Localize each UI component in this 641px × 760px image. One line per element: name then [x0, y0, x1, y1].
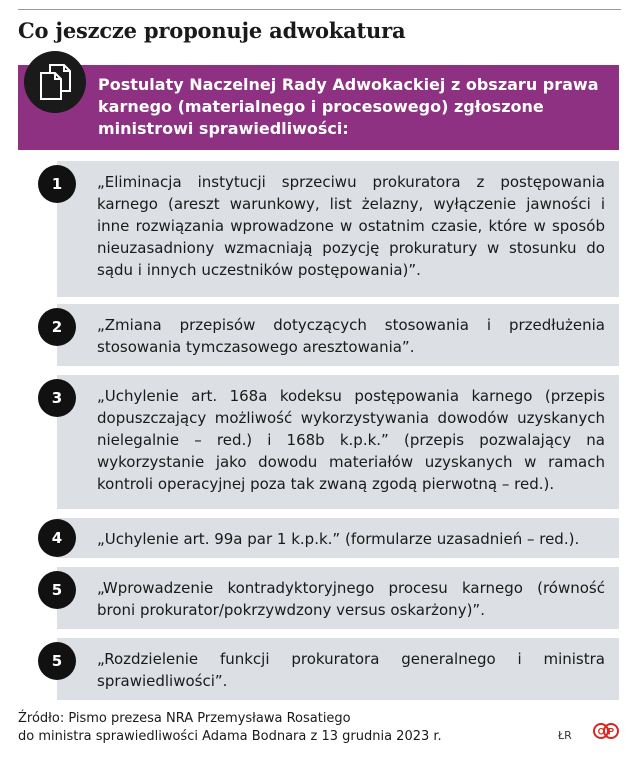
item-text: „Wprowadzenie kontradyktoryjnego procesu karnego (równość broni prokurator/pokrzywdzony versus oskarżony)”. [97, 579, 605, 619]
item-number-badge: 3 [38, 379, 76, 417]
source-note [18, 710, 442, 746]
list-item [57, 638, 619, 700]
documents-icon [24, 51, 86, 113]
page-title: Co jeszcze proponuje adwokatura [18, 18, 406, 43]
item-number-badge: 5 [38, 642, 76, 680]
top-divider [18, 9, 621, 10]
list-item [57, 161, 619, 297]
author-credit: ŁR [558, 729, 572, 742]
header-text: Postulaty Naczelnej Rady Adwokackiej z obszaru prawa karnego (materialnego i procesowego) zgłoszone ministrowi sprawiedliwości: [98, 75, 599, 138]
svg-text:P: P [607, 726, 615, 737]
item-text: „Eliminacja instytucji sprzeciwu prokuratora z postępowania karnego (areszt warunkowy, list żelazny, wyłączenie jawności i inne rozwiązania wprowadzone w ostatnim czasie, które w sposób nieuzasadniony wzmacniają pozycję prokuratury w stosunku do sądu i innych uczestników postępowania)”. [97, 173, 605, 279]
list-item [57, 567, 619, 629]
list-item [57, 518, 619, 558]
source-line: do ministra sprawiedliwości Adama Bodnara z 13 grudnia 2023 r. [18, 729, 442, 744]
list-item [57, 375, 619, 509]
item-number-badge: 2 [38, 308, 76, 346]
item-text: „Uchylenie art. 99a par 1 k.p.k.” (formularze uzasadnień – red.). [97, 530, 580, 548]
item-number-badge: 5 [38, 571, 76, 609]
list-item [57, 304, 619, 366]
svg-text:C: C [597, 726, 605, 737]
item-text: „Uchylenie art. 168a kodeksu postępowania karnego (przepis dopuszczający możliwość wykorzystywania dowodów uzyskanych nielegalnie – red.) i 168b k.p.k.” (przepis pozwalający na wykorzystanie jako dowodu materiałów uzyskanych w ramach kontroli operacyjnej poza tak zwaną zgodą pierwotną – red.). [97, 387, 605, 493]
item-text: „Rozdzielenie funkcji prokuratora generalnego i ministra sprawiedliwości”. [97, 650, 605, 690]
cp-logo [593, 723, 619, 743]
item-number-badge: 1 [38, 165, 76, 203]
item-number-badge: 4 [38, 519, 76, 557]
source-line: Źródło: Pismo prezesa NRA Przemysława Rosatiego [18, 711, 351, 726]
item-text: „Zmiana przepisów dotyczących stosowania i przedłużenia stosowania tymczasowego aresztowania”. [97, 316, 605, 356]
